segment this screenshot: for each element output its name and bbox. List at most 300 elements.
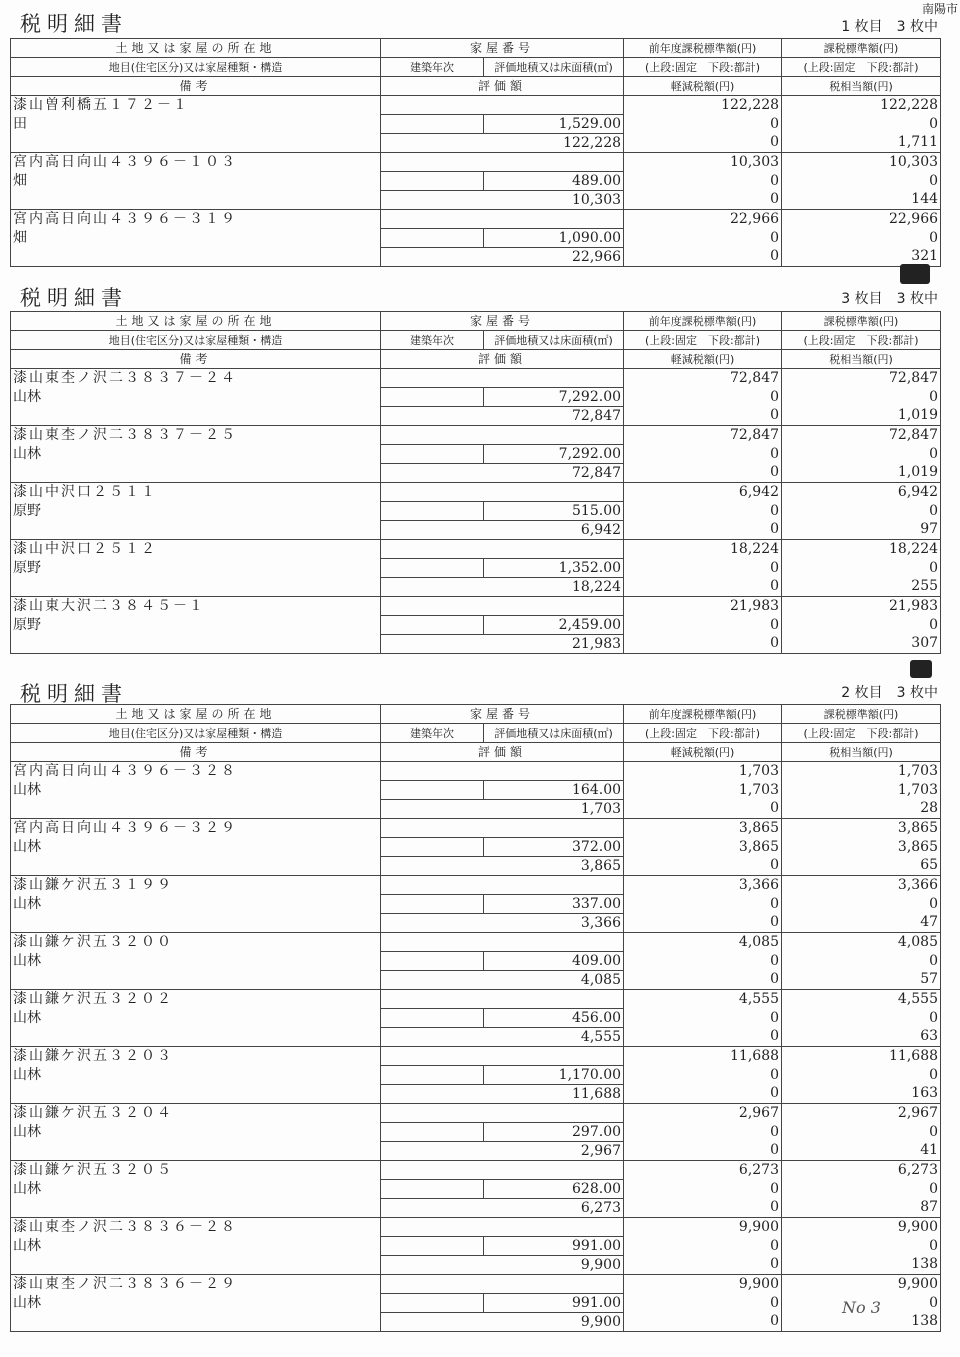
header-area: 評価地積又は床面積(㎡) bbox=[484, 331, 624, 350]
build-year-cell bbox=[381, 445, 484, 464]
std-lower-cell: 3,865 bbox=[782, 838, 941, 857]
prev-upper-cell: 122,228 bbox=[624, 96, 782, 115]
header-build-year: 建築年次 bbox=[381, 724, 484, 743]
header-land-type: 地目(住宅区分)又は家屋種類・構造 bbox=[11, 58, 381, 77]
assessed-cell: 122,228 bbox=[381, 134, 624, 153]
house-number-cell bbox=[381, 1161, 624, 1180]
equiv-cell: 47 bbox=[782, 914, 941, 933]
header-prev-standard: 前年度課税標準額(円) bbox=[624, 312, 782, 331]
build-year-cell bbox=[381, 1294, 484, 1313]
city-label: 南陽市 bbox=[921, 2, 958, 16]
std-upper-cell: 3,865 bbox=[782, 819, 941, 838]
location-cell: 宮内高日向山４３９６－３１９ bbox=[11, 210, 381, 229]
table-row bbox=[11, 172, 941, 191]
area-cell: 372.00 bbox=[484, 838, 624, 857]
land-type-cell: 山林 bbox=[11, 1123, 381, 1142]
remarks-cell bbox=[11, 1256, 381, 1275]
location-cell: 漆山東杢ノ沢二３８３６－２９ bbox=[11, 1275, 381, 1294]
equiv-cell: 97 bbox=[782, 521, 941, 540]
header-house-number: 家屋番号 bbox=[381, 705, 624, 724]
location-cell: 漆山鎌ケ沢五３２０４ bbox=[11, 1104, 381, 1123]
house-number-cell bbox=[381, 1047, 624, 1066]
table-row bbox=[11, 1313, 941, 1332]
std-upper-cell: 72,847 bbox=[782, 369, 941, 388]
prev-lower-cell: 0 bbox=[624, 115, 782, 134]
area-cell: 628.00 bbox=[484, 1180, 624, 1199]
reduced-cell: 0 bbox=[624, 914, 782, 933]
std-lower-cell: 0 bbox=[782, 1123, 941, 1142]
reduced-cell: 0 bbox=[624, 134, 782, 153]
std-lower-cell: 0 bbox=[782, 1180, 941, 1199]
table-row bbox=[11, 876, 941, 895]
table-row bbox=[11, 1237, 941, 1256]
table-row bbox=[11, 819, 941, 838]
prev-upper-cell: 6,273 bbox=[624, 1161, 782, 1180]
area-cell: 1,170.00 bbox=[484, 1066, 624, 1085]
std-upper-cell: 9,900 bbox=[782, 1275, 941, 1294]
land-type-cell: 山林 bbox=[11, 388, 381, 407]
prev-lower-cell: 1,703 bbox=[624, 781, 782, 800]
prev-lower-cell: 0 bbox=[624, 445, 782, 464]
assessed-cell: 1,703 bbox=[381, 800, 624, 819]
house-number-cell bbox=[381, 1104, 624, 1123]
reduced-cell: 0 bbox=[624, 1313, 782, 1332]
assessed-cell: 6,273 bbox=[381, 1199, 624, 1218]
location-cell: 宮内高日向山４３９６－１０３ bbox=[11, 153, 381, 172]
prev-lower-cell: 0 bbox=[624, 1294, 782, 1313]
table-row bbox=[11, 1123, 941, 1142]
table-row bbox=[11, 597, 941, 616]
house-number-cell bbox=[381, 153, 624, 172]
std-lower-cell: 0 bbox=[782, 445, 941, 464]
prev-upper-cell: 9,900 bbox=[624, 1218, 782, 1237]
assessed-cell: 21,983 bbox=[381, 635, 624, 654]
table-row bbox=[11, 1294, 941, 1313]
header-location: 土地又は家屋の所在地 bbox=[11, 39, 381, 58]
reduced-cell: 0 bbox=[624, 1256, 782, 1275]
handwritten-note: No 3 bbox=[842, 1298, 881, 1317]
std-lower-cell: 0 bbox=[782, 502, 941, 521]
table-row bbox=[11, 578, 941, 597]
prev-upper-cell: 18,224 bbox=[624, 540, 782, 559]
reduced-cell: 0 bbox=[624, 1028, 782, 1047]
table-row bbox=[11, 540, 941, 559]
remarks-cell bbox=[11, 578, 381, 597]
prev-lower-cell: 0 bbox=[624, 229, 782, 248]
sheet-page-count: 1 枚目 3 枚中 bbox=[841, 19, 938, 35]
remarks-cell bbox=[11, 635, 381, 654]
prev-lower-cell: 0 bbox=[624, 1237, 782, 1256]
location-cell: 漆山東杢ノ沢二３８３７－２４ bbox=[11, 369, 381, 388]
reduced-cell: 0 bbox=[624, 191, 782, 210]
house-number-cell bbox=[381, 96, 624, 115]
table-row bbox=[11, 781, 941, 800]
land-type-cell: 畑 bbox=[11, 229, 381, 248]
header-house-number: 家屋番号 bbox=[381, 39, 624, 58]
prev-upper-cell: 2,967 bbox=[624, 1104, 782, 1123]
house-number-cell bbox=[381, 597, 624, 616]
equiv-cell: 321 bbox=[782, 248, 941, 267]
location-cell: 漆山鎌ケ沢五３２０２ bbox=[11, 990, 381, 1009]
remarks-cell bbox=[11, 1142, 381, 1161]
prev-lower-cell: 0 bbox=[624, 616, 782, 635]
table-row bbox=[11, 229, 941, 248]
std-lower-cell: 0 bbox=[782, 1237, 941, 1256]
area-cell: 409.00 bbox=[484, 952, 624, 971]
prev-lower-cell: 0 bbox=[624, 895, 782, 914]
assessed-cell: 4,085 bbox=[381, 971, 624, 990]
house-number-cell bbox=[381, 876, 624, 895]
header-tax-standard: 課税標準額(円) bbox=[782, 312, 941, 331]
equiv-cell: 57 bbox=[782, 971, 941, 990]
table-row bbox=[11, 1104, 941, 1123]
house-number-cell bbox=[381, 933, 624, 952]
assessed-cell: 9,900 bbox=[381, 1313, 624, 1332]
prev-upper-cell: 4,085 bbox=[624, 933, 782, 952]
remarks-cell bbox=[11, 248, 381, 267]
header-remarks: 備考 bbox=[11, 350, 381, 369]
std-upper-cell: 22,966 bbox=[782, 210, 941, 229]
prev-lower-cell: 0 bbox=[624, 1123, 782, 1142]
equiv-cell: 28 bbox=[782, 800, 941, 819]
assessed-cell: 72,847 bbox=[381, 407, 624, 426]
std-lower-cell: 0 bbox=[782, 388, 941, 407]
house-number-cell bbox=[381, 483, 624, 502]
prev-lower-cell: 0 bbox=[624, 1180, 782, 1199]
table-row bbox=[11, 1066, 941, 1085]
remarks-cell bbox=[11, 1028, 381, 1047]
header-build-year: 建築年次 bbox=[381, 331, 484, 350]
table-row bbox=[11, 635, 941, 654]
reduced-cell: 0 bbox=[624, 521, 782, 540]
table-row bbox=[11, 1047, 941, 1066]
table-row bbox=[11, 96, 941, 115]
reduced-cell: 0 bbox=[624, 635, 782, 654]
assessed-cell: 3,865 bbox=[381, 857, 624, 876]
equiv-cell: 1,711 bbox=[782, 134, 941, 153]
build-year-cell bbox=[381, 781, 484, 800]
table-row bbox=[11, 248, 941, 267]
build-year-cell bbox=[381, 388, 484, 407]
std-lower-cell: 0 bbox=[782, 115, 941, 134]
ledger-table bbox=[10, 311, 941, 654]
build-year-cell bbox=[381, 1066, 484, 1085]
reduced-cell: 0 bbox=[624, 800, 782, 819]
build-year-cell bbox=[381, 502, 484, 521]
assessed-cell: 18,224 bbox=[381, 578, 624, 597]
table-row bbox=[11, 1161, 941, 1180]
std-lower-cell: 0 bbox=[782, 1066, 941, 1085]
reduced-cell: 0 bbox=[624, 971, 782, 990]
std-upper-cell: 11,688 bbox=[782, 1047, 941, 1066]
sheet-2 bbox=[0, 278, 960, 668]
land-type-cell: 山林 bbox=[11, 1009, 381, 1028]
std-upper-cell: 3,366 bbox=[782, 876, 941, 895]
area-cell: 489.00 bbox=[484, 172, 624, 191]
area-cell: 2,459.00 bbox=[484, 616, 624, 635]
land-type-cell: 原野 bbox=[11, 616, 381, 635]
land-type-cell: 田 bbox=[11, 115, 381, 134]
header-prev-standard: 前年度課税標準額(円) bbox=[624, 39, 782, 58]
table-row bbox=[11, 426, 941, 445]
ledger-table bbox=[10, 704, 941, 1332]
location-cell: 漆山東杢ノ沢二３８３７－２５ bbox=[11, 426, 381, 445]
header-prev-standard: 前年度課税標準額(円) bbox=[624, 705, 782, 724]
assessed-cell: 2,967 bbox=[381, 1142, 624, 1161]
table-row bbox=[11, 559, 941, 578]
std-lower-cell: 0 bbox=[782, 229, 941, 248]
std-upper-cell: 4,085 bbox=[782, 933, 941, 952]
prev-upper-cell: 4,555 bbox=[624, 990, 782, 1009]
location-cell: 漆山鎌ケ沢五３２００ bbox=[11, 933, 381, 952]
assessed-cell: 72,847 bbox=[381, 464, 624, 483]
header-tax-sub: (上段:固定 下段:都計) bbox=[782, 331, 941, 350]
header-area: 評価地積又は床面積(㎡) bbox=[484, 58, 624, 77]
table-row bbox=[11, 1180, 941, 1199]
prev-lower-cell: 0 bbox=[624, 952, 782, 971]
prev-upper-cell: 10,303 bbox=[624, 153, 782, 172]
sheet-1 bbox=[0, 0, 960, 272]
prev-lower-cell: 0 bbox=[624, 388, 782, 407]
std-upper-cell: 10,303 bbox=[782, 153, 941, 172]
build-year-cell bbox=[381, 115, 484, 134]
location-cell: 漆山曽利橋五１７２－１ bbox=[11, 96, 381, 115]
area-cell: 7,292.00 bbox=[484, 388, 624, 407]
sheet-page-count: 3 枚目 3 枚中 bbox=[841, 291, 938, 307]
land-type-cell: 山林 bbox=[11, 1180, 381, 1199]
land-type-cell: 山林 bbox=[11, 781, 381, 800]
assessed-cell: 11,688 bbox=[381, 1085, 624, 1104]
table-row bbox=[11, 369, 941, 388]
build-year-cell bbox=[381, 838, 484, 857]
table-row bbox=[11, 990, 941, 1009]
assessed-cell: 22,966 bbox=[381, 248, 624, 267]
table-row bbox=[11, 388, 941, 407]
house-number-cell bbox=[381, 990, 624, 1009]
area-cell: 991.00 bbox=[484, 1237, 624, 1256]
header-land-type: 地目(住宅区分)又は家屋種類・構造 bbox=[11, 724, 381, 743]
header-reduced: 軽減税額(円) bbox=[624, 77, 782, 96]
header-tax-sub: (上段:固定 下段:都計) bbox=[782, 724, 941, 743]
build-year-cell bbox=[381, 1180, 484, 1199]
area-cell: 1,352.00 bbox=[484, 559, 624, 578]
table-row bbox=[11, 1199, 941, 1218]
table-row bbox=[11, 210, 941, 229]
equiv-cell: 163 bbox=[782, 1085, 941, 1104]
equiv-cell: 1,019 bbox=[782, 464, 941, 483]
ledger-table bbox=[10, 38, 941, 267]
remarks-cell bbox=[11, 1199, 381, 1218]
reduced-cell: 0 bbox=[624, 578, 782, 597]
header-equiv: 税相当額(円) bbox=[782, 350, 941, 369]
table-row bbox=[11, 838, 941, 857]
house-number-cell bbox=[381, 762, 624, 781]
prev-upper-cell: 1,703 bbox=[624, 762, 782, 781]
std-lower-cell: 0 bbox=[782, 1009, 941, 1028]
reduced-cell: 0 bbox=[624, 1199, 782, 1218]
remarks-cell bbox=[11, 407, 381, 426]
header-reduced: 軽減税額(円) bbox=[624, 743, 782, 762]
equiv-cell: 144 bbox=[782, 191, 941, 210]
location-cell: 漆山鎌ケ沢五３２０５ bbox=[11, 1161, 381, 1180]
header-tax-standard: 課税標準額(円) bbox=[782, 39, 941, 58]
remarks-cell bbox=[11, 1085, 381, 1104]
build-year-cell bbox=[381, 952, 484, 971]
location-cell: 漆山東大沢二３８４５－１ bbox=[11, 597, 381, 616]
equiv-cell: 1,019 bbox=[782, 407, 941, 426]
table-row bbox=[11, 191, 941, 210]
prev-upper-cell: 72,847 bbox=[624, 426, 782, 445]
location-cell: 宮内高日向山４３９６－３２９ bbox=[11, 819, 381, 838]
std-upper-cell: 2,967 bbox=[782, 1104, 941, 1123]
table-row bbox=[11, 1028, 941, 1047]
location-cell: 宮内高日向山４３９６－３２８ bbox=[11, 762, 381, 781]
table-row bbox=[11, 1009, 941, 1028]
assessed-cell: 9,900 bbox=[381, 1256, 624, 1275]
assessed-cell: 6,942 bbox=[381, 521, 624, 540]
area-cell: 297.00 bbox=[484, 1123, 624, 1142]
header-equiv: 税相当額(円) bbox=[782, 743, 941, 762]
header-remarks: 備考 bbox=[11, 743, 381, 762]
prev-lower-cell: 0 bbox=[624, 1066, 782, 1085]
prev-upper-cell: 3,366 bbox=[624, 876, 782, 895]
area-cell: 515.00 bbox=[484, 502, 624, 521]
std-lower-cell: 0 bbox=[782, 559, 941, 578]
prev-upper-cell: 22,966 bbox=[624, 210, 782, 229]
table-row bbox=[11, 952, 941, 971]
std-upper-cell: 4,555 bbox=[782, 990, 941, 1009]
house-number-cell bbox=[381, 426, 624, 445]
table-row bbox=[11, 1142, 941, 1161]
prev-upper-cell: 21,983 bbox=[624, 597, 782, 616]
table-row bbox=[11, 616, 941, 635]
prev-lower-cell: 0 bbox=[624, 559, 782, 578]
build-year-cell bbox=[381, 895, 484, 914]
header-assessed: 評価額 bbox=[381, 350, 624, 369]
prev-lower-cell: 0 bbox=[624, 502, 782, 521]
header-tax-sub: (上段:固定 下段:都計) bbox=[782, 58, 941, 77]
table-row bbox=[11, 914, 941, 933]
sheet-page-count: 2 枚目 3 枚中 bbox=[841, 685, 938, 701]
std-upper-cell: 122,228 bbox=[782, 96, 941, 115]
reduced-cell: 0 bbox=[624, 248, 782, 267]
std-upper-cell: 18,224 bbox=[782, 540, 941, 559]
table-row bbox=[11, 1275, 941, 1294]
reduced-cell: 0 bbox=[624, 857, 782, 876]
prev-upper-cell: 6,942 bbox=[624, 483, 782, 502]
remarks-cell bbox=[11, 971, 381, 990]
land-type-cell: 原野 bbox=[11, 559, 381, 578]
table-row bbox=[11, 1085, 941, 1104]
prev-lower-cell: 0 bbox=[624, 1009, 782, 1028]
equiv-cell: 63 bbox=[782, 1028, 941, 1047]
table-row bbox=[11, 483, 941, 502]
equiv-cell: 41 bbox=[782, 1142, 941, 1161]
area-cell: 1,090.00 bbox=[484, 229, 624, 248]
land-type-cell: 原野 bbox=[11, 502, 381, 521]
build-year-cell bbox=[381, 1009, 484, 1028]
reduced-cell: 0 bbox=[624, 1085, 782, 1104]
equiv-cell: 255 bbox=[782, 578, 941, 597]
table-row bbox=[11, 1218, 941, 1237]
equiv-cell: 307 bbox=[782, 635, 941, 654]
header-assessed: 評価額 bbox=[381, 743, 624, 762]
house-number-cell bbox=[381, 1218, 624, 1237]
assessed-cell: 3,366 bbox=[381, 914, 624, 933]
std-lower-cell: 0 bbox=[782, 1294, 941, 1313]
table-row bbox=[11, 857, 941, 876]
house-number-cell bbox=[381, 540, 624, 559]
table-row bbox=[11, 1256, 941, 1275]
std-lower-cell: 0 bbox=[782, 952, 941, 971]
location-cell: 漆山鎌ケ沢五３１９９ bbox=[11, 876, 381, 895]
header-location: 土地又は家屋の所在地 bbox=[11, 312, 381, 331]
build-year-cell bbox=[381, 559, 484, 578]
std-upper-cell: 1,703 bbox=[782, 762, 941, 781]
std-upper-cell: 6,273 bbox=[782, 1161, 941, 1180]
equiv-cell: 138 bbox=[782, 1313, 941, 1332]
header-equiv: 税相当額(円) bbox=[782, 77, 941, 96]
table-row bbox=[11, 895, 941, 914]
land-type-cell: 山林 bbox=[11, 838, 381, 857]
land-type-cell: 山林 bbox=[11, 1066, 381, 1085]
header-prev-sub: (上段:固定 下段:都計) bbox=[624, 331, 782, 350]
sheet-title: 税明細書 bbox=[20, 682, 128, 706]
std-lower-cell: 1,703 bbox=[782, 781, 941, 800]
std-lower-cell: 0 bbox=[782, 895, 941, 914]
std-upper-cell: 9,900 bbox=[782, 1218, 941, 1237]
header-house-number: 家屋番号 bbox=[381, 312, 624, 331]
sheet-3 bbox=[0, 672, 960, 1352]
reduced-cell: 0 bbox=[624, 407, 782, 426]
remarks-cell bbox=[11, 800, 381, 819]
remarks-cell bbox=[11, 521, 381, 540]
sheet-title: 税明細書 bbox=[20, 12, 128, 36]
house-number-cell bbox=[381, 369, 624, 388]
header-remarks: 備考 bbox=[11, 77, 381, 96]
area-cell: 164.00 bbox=[484, 781, 624, 800]
land-type-cell: 山林 bbox=[11, 895, 381, 914]
table-row bbox=[11, 407, 941, 426]
equiv-cell: 138 bbox=[782, 1256, 941, 1275]
table-row bbox=[11, 521, 941, 540]
location-cell: 漆山中沢口２５１１ bbox=[11, 483, 381, 502]
header-location: 土地又は家屋の所在地 bbox=[11, 705, 381, 724]
table-row bbox=[11, 134, 941, 153]
assessed-cell: 4,555 bbox=[381, 1028, 624, 1047]
house-number-cell bbox=[381, 210, 624, 229]
table-row bbox=[11, 445, 941, 464]
build-year-cell bbox=[381, 172, 484, 191]
land-type-cell: 畑 bbox=[11, 172, 381, 191]
std-lower-cell: 0 bbox=[782, 616, 941, 635]
header-area: 評価地積又は床面積(㎡) bbox=[484, 724, 624, 743]
remarks-cell bbox=[11, 134, 381, 153]
table-row bbox=[11, 800, 941, 819]
header-prev-sub: (上段:固定 下段:都計) bbox=[624, 58, 782, 77]
remarks-cell bbox=[11, 191, 381, 210]
remarks-cell bbox=[11, 857, 381, 876]
prev-upper-cell: 72,847 bbox=[624, 369, 782, 388]
remarks-cell bbox=[11, 1313, 381, 1332]
area-cell: 7,292.00 bbox=[484, 445, 624, 464]
house-number-cell bbox=[381, 1275, 624, 1294]
prev-lower-cell: 0 bbox=[624, 172, 782, 191]
std-lower-cell: 0 bbox=[782, 172, 941, 191]
prev-lower-cell: 3,865 bbox=[624, 838, 782, 857]
header-prev-sub: (上段:固定 下段:都計) bbox=[624, 724, 782, 743]
reduced-cell: 0 bbox=[624, 1142, 782, 1161]
